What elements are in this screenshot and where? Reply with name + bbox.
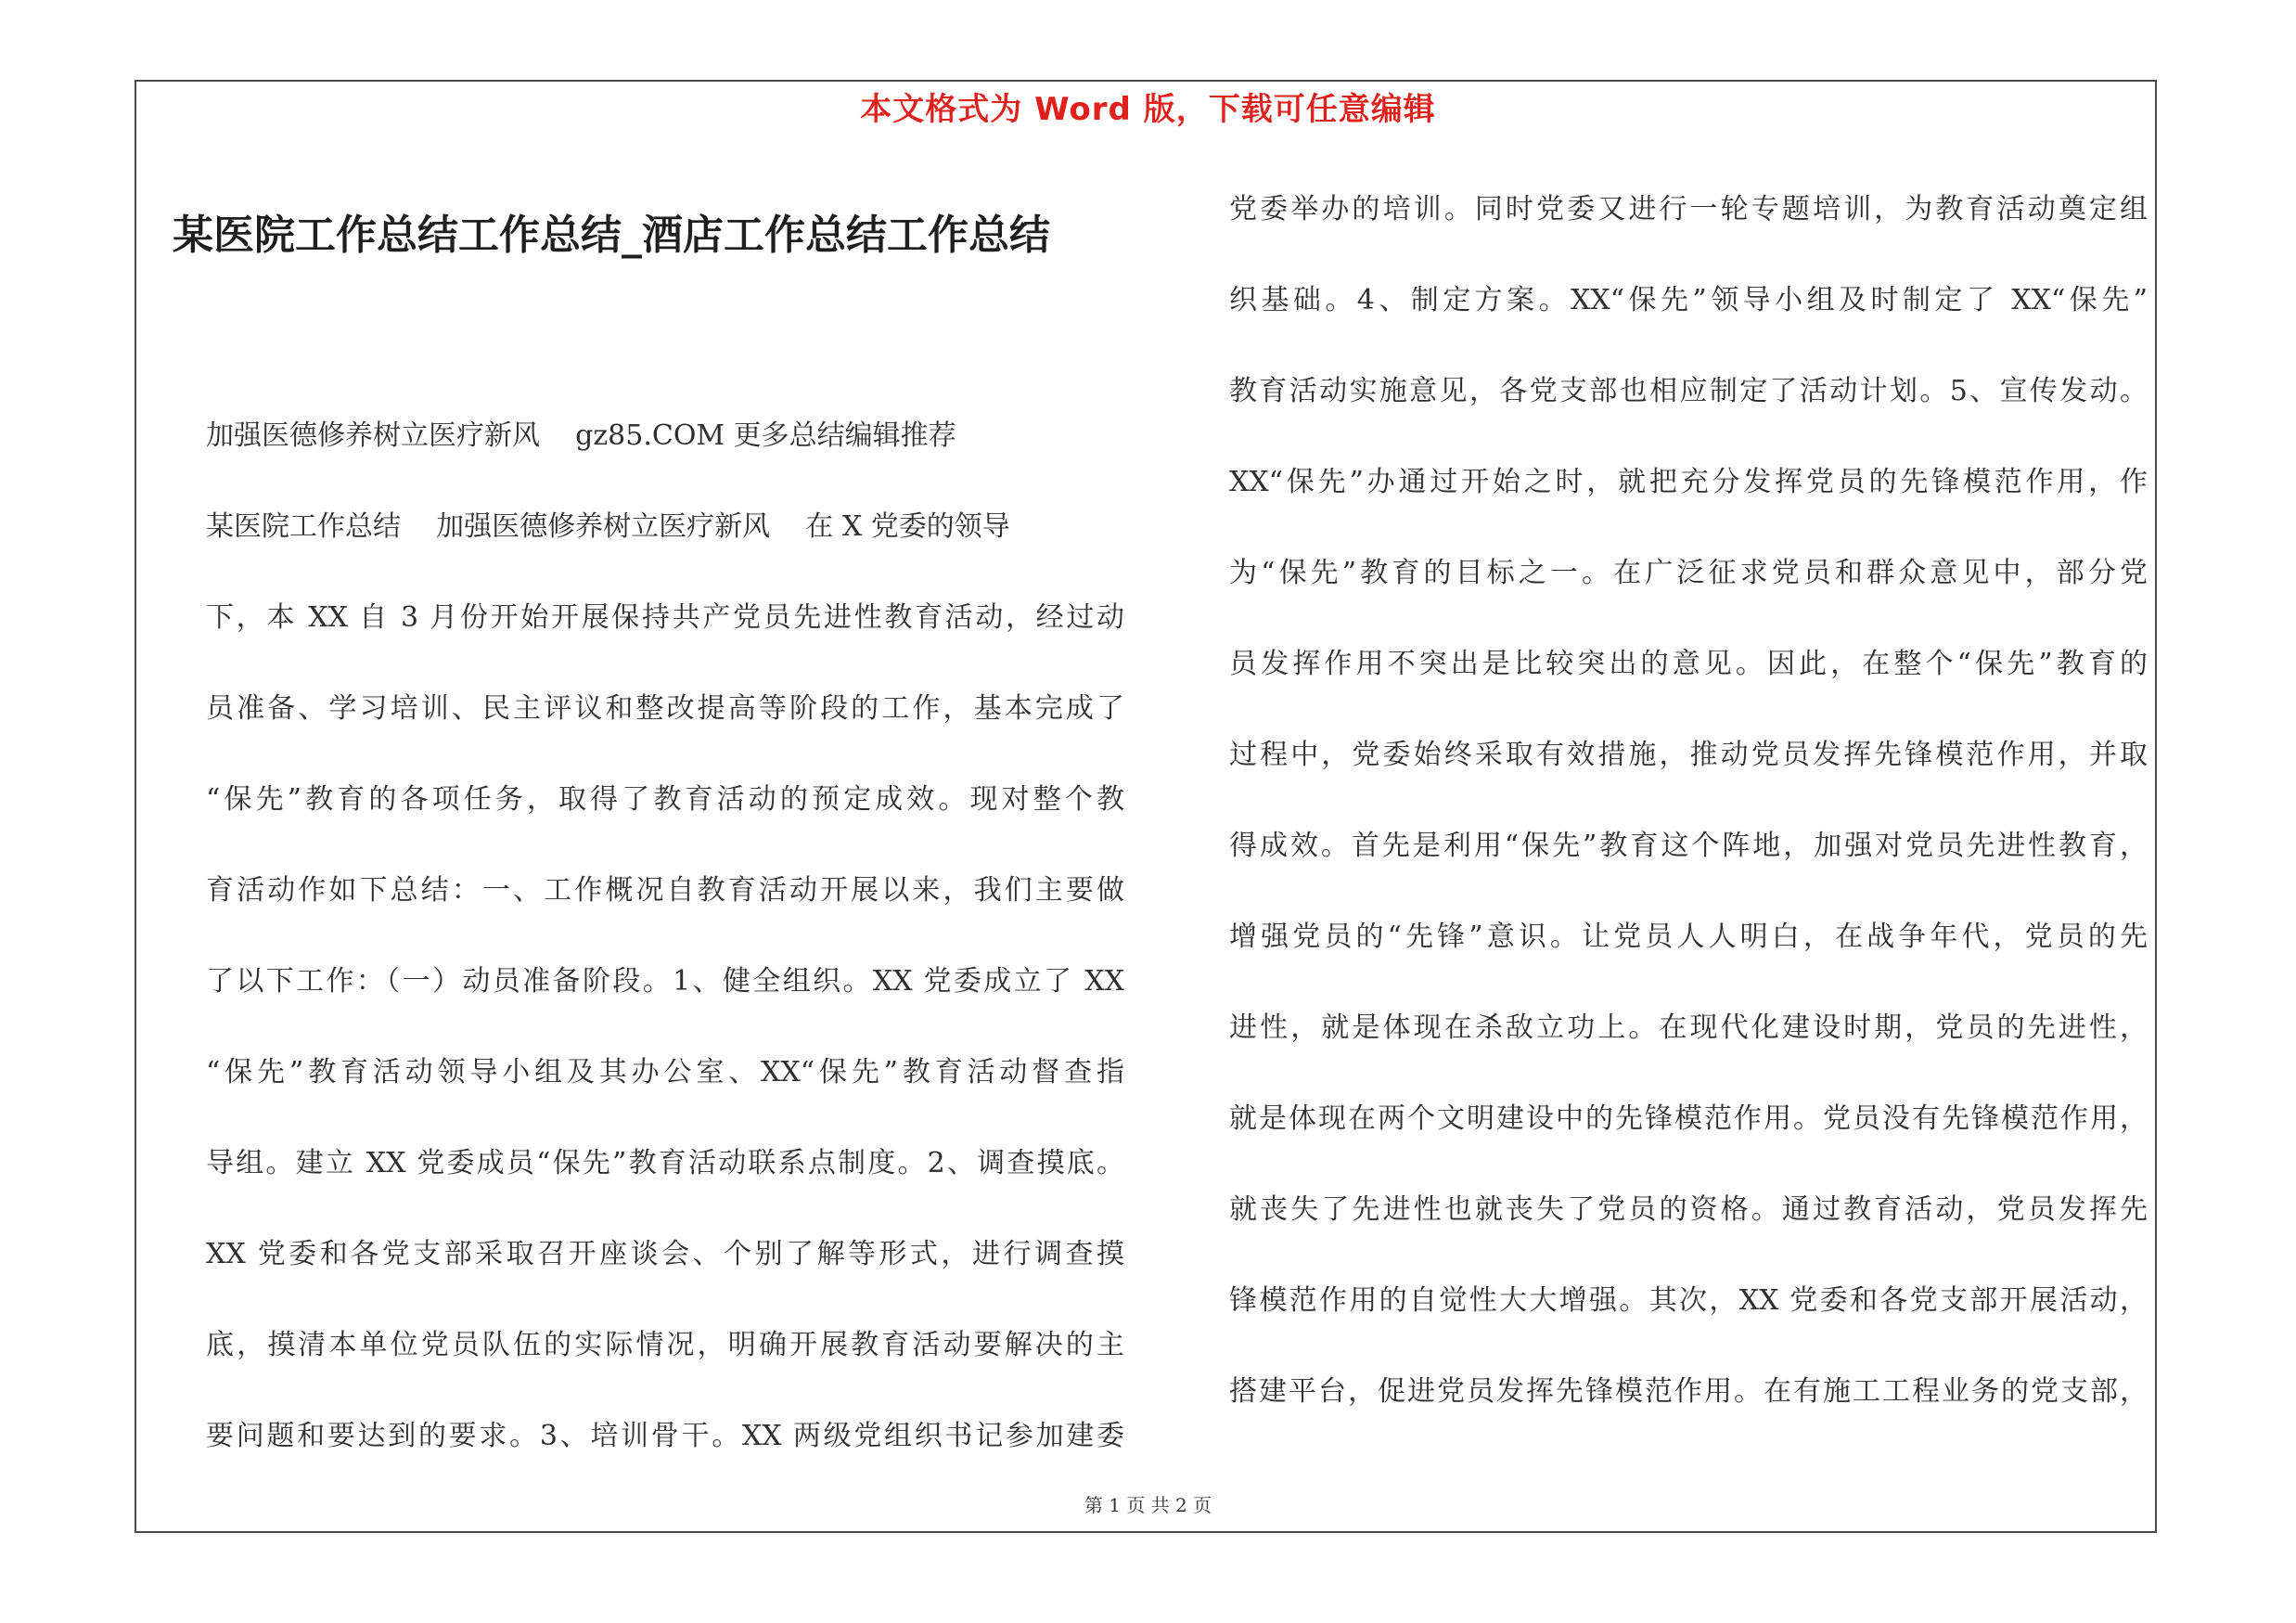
paragraph-line: 搭建平台，促进党员发挥先锋模范作用。在有施工工程业务的党支部， bbox=[1229, 1375, 2148, 1408]
paragraph-line: 锋模范作用的自觉性大大增强。其次，XX 党委和各党支部开展活动， bbox=[1229, 1284, 2148, 1317]
paragraph-line: “保先”教育活动领导小组及其办公室、XX“保先”教育活动督查指 bbox=[206, 1056, 1124, 1088]
paragraph-line: 育活动作如下总结：一、工作概况自教育活动开展以来，我们主要做 bbox=[206, 874, 1124, 907]
format-notice-banner: 本文格式为 Word 版，下载可任意编辑 bbox=[860, 91, 1436, 128]
paragraph-line: XX“保先”办通过开始之时，就把充分发挥党员的先锋模范作用，作 bbox=[1229, 466, 2148, 498]
paragraph-line: XX 党委和各党支部采取召开座谈会、个别了解等形式，进行调查摸 bbox=[206, 1238, 1124, 1270]
paragraph-line: 员发挥作用不突出是比较突出的意见。因此，在整个“保先”教育的 bbox=[1229, 648, 2148, 680]
paragraph-line: 教育活动实施意见，各党支部也相应制定了活动计划。5、宣传发动。 bbox=[1229, 375, 2148, 407]
paragraph-line: “保先”教育的各项任务，取得了教育活动的预定成效。现对整个教 bbox=[206, 783, 1124, 816]
paragraph-line: 织基础。4、制定方案。XX“保先”领导小组及时制定了 XX“保先” bbox=[1229, 284, 2148, 316]
paragraph-line: 过程中，党委始终采取有效措施，推动党员发挥先锋模范作用，并取 bbox=[1229, 739, 2148, 771]
paragraph-line: 增强党员的“先锋”意识。让党员人人明白，在战争年代，党员的先 bbox=[1229, 921, 2148, 953]
paragraph-line: 导组。建立 XX 党委成员“保先”教育活动联系点制度。2、调查摸底。 bbox=[206, 1147, 1124, 1179]
paragraph-line: 就是体现在两个文明建设中的先锋模范作用。党员没有先锋模范作用， bbox=[1229, 1102, 2148, 1135]
paragraph-line: 某医院工作总结 加强医德修养树立医疗新风 在 X 党委的领导 bbox=[206, 510, 1010, 543]
paragraph-line: 了以下工作：（一）动员准备阶段。1、健全组织。XX 党委成立了 XX bbox=[206, 965, 1124, 998]
paragraph-line: 加强医德修养树立医疗新风 gz85.COM 更多总结编辑推荐 bbox=[206, 419, 956, 452]
paragraph-line: 党委举办的培训。同时党委又进行一轮专题培训，为教育活动奠定组 bbox=[1229, 193, 2148, 225]
paragraph-line: 底，摸清本单位党员队伍的实际情况，明确开展教育活动要解决的主 bbox=[206, 1329, 1124, 1361]
paragraph-line: 员准备、学习培训、民主评议和整改提高等阶段的工作，基本完成了 bbox=[206, 692, 1124, 725]
paragraph-line: 得成效。首先是利用“保先”教育这个阵地，加强对党员先进性教育， bbox=[1229, 830, 2148, 862]
document-title: 某医院工作总结工作总结_酒店工作总结工作总结 bbox=[173, 212, 1050, 259]
paragraph-line: 为“保先”教育的目标之一。在广泛征求党员和群众意见中，部分党 bbox=[1229, 557, 2148, 589]
paragraph-line: 进性，就是体现在杀敌立功上。在现代化建设时期，党员的先进性， bbox=[1229, 1011, 2148, 1044]
paragraph-line: 要问题和要达到的要求。3、培训骨干。XX 两级党组织书记参加建委 bbox=[206, 1420, 1124, 1452]
page-number-footer: 第 1 页 共 2 页 bbox=[1084, 1494, 1212, 1516]
paragraph-line: 就丧失了先进性也就丧失了党员的资格。通过教育活动，党员发挥先 bbox=[1229, 1193, 2148, 1226]
paragraph-line: 下，本 XX 自 3 月份开始开展保持共产党员先进性教育活动，经过动 bbox=[206, 601, 1124, 634]
